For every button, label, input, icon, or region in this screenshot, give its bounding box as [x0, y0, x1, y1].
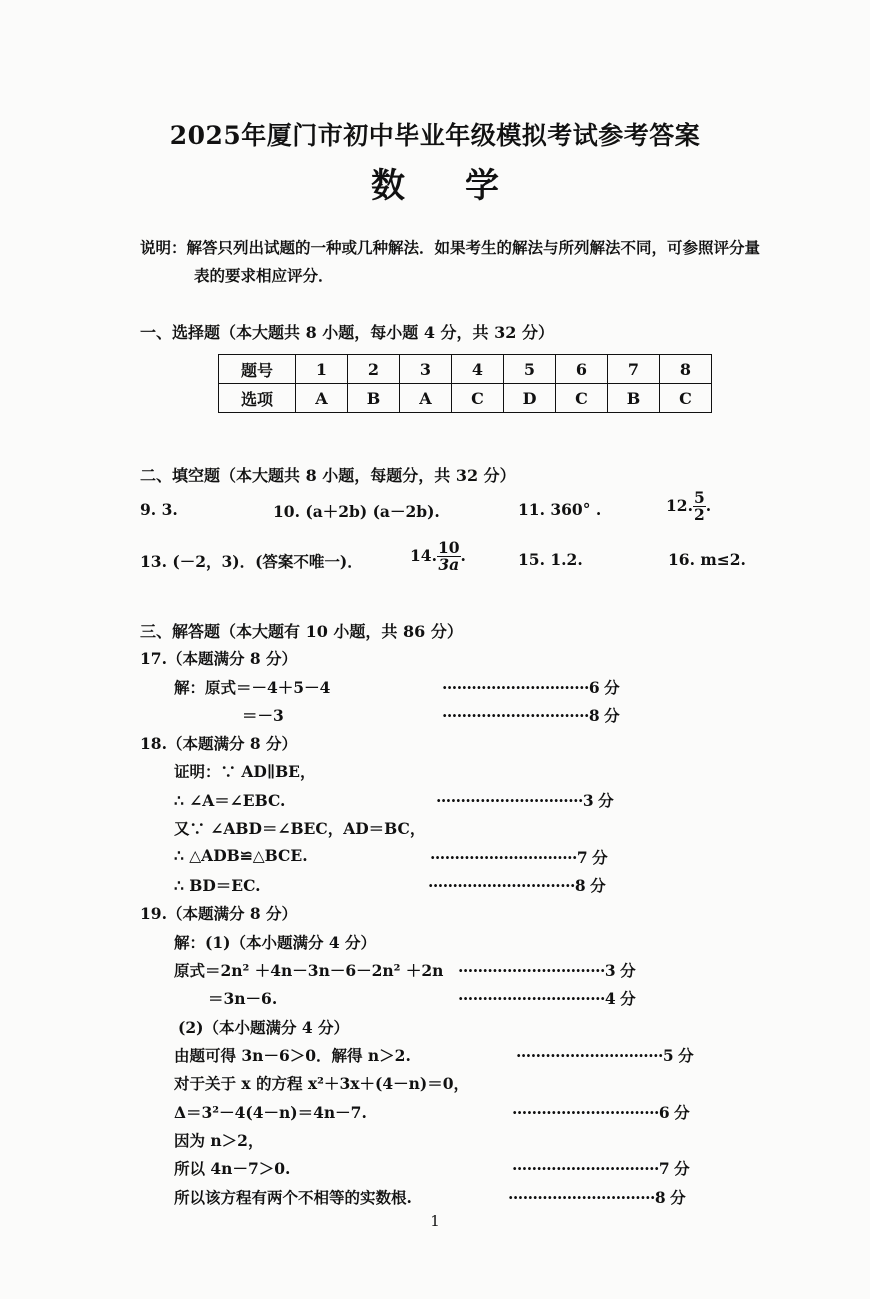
- answer-q14: [410, 540, 466, 574]
- table-cell: A: [296, 384, 348, 413]
- table-row-answers: [219, 384, 712, 413]
- answer-q9: 9. 3.: [140, 500, 178, 519]
- q12-prefix: 12.: [666, 495, 693, 515]
- q14-fraction: [437, 540, 461, 574]
- table-cell: 4: [452, 355, 504, 384]
- section1-heading: 一、选择题（本大题共 8 小题，每小题 4 分，共 32 分）: [140, 323, 554, 342]
- fraction-denominator: 2: [693, 505, 705, 525]
- q17-step-score: ······························6 分: [442, 678, 620, 697]
- table-cell: B: [348, 384, 400, 413]
- q19-step-text: 由题可得 3n－6＞0．解得 n＞2.: [174, 1046, 411, 1065]
- q19-step-score: ······························3 分: [458, 961, 636, 980]
- fraction-numerator: 5: [693, 488, 705, 507]
- q19-step-text: 因为 n＞2，: [174, 1131, 264, 1150]
- table-cell: 6: [556, 355, 608, 384]
- q18-step-text: 又∵ ∠ABD＝∠BEC，AD＝BC，: [174, 819, 426, 838]
- q18-step-score: ······························3 分: [436, 791, 614, 810]
- note-line-1: 说明：解答只列出试题的一种或几种解法．如果考生的解法与所列解法不同，可参照评分量: [140, 238, 761, 257]
- q12-suffix: .: [705, 495, 712, 515]
- q19-step-text: Δ＝3²－4(4－n)＝4n－7.: [174, 1103, 367, 1122]
- q19-step-text: 原式＝2n² ＋4n－3n－6－2n² ＋2n: [174, 961, 444, 980]
- q18-step-text: 证明：∵ AD∥BE，: [174, 762, 316, 781]
- q17-title: 17.（本题满分 8 分）: [140, 649, 298, 668]
- q19-step-score: ······························6 分: [512, 1103, 690, 1122]
- q14-prefix: 14.: [410, 545, 437, 565]
- q19-title: 19.（本题满分 8 分）: [140, 904, 298, 923]
- table-cell: 5: [504, 355, 556, 384]
- q18-step-text: ∴ △ADB≌△BCE.: [174, 846, 308, 865]
- answer-q10: 10. (a＋2b) (a－2b).: [273, 502, 440, 521]
- q14-suffix: .: [460, 545, 466, 565]
- q19-step-text: 解：(1)（本小题满分 4 分）: [174, 933, 377, 952]
- q19-step-score: ······························5 分: [516, 1046, 694, 1065]
- answer-q11: 11. 360° .: [518, 500, 602, 519]
- table-cell: C: [452, 384, 504, 413]
- table-cell: 2: [348, 355, 400, 384]
- fraction-numerator: 10: [437, 538, 460, 557]
- subject-title: 数学: [371, 166, 559, 206]
- table-cell: 8: [660, 355, 712, 384]
- table-cell: C: [556, 384, 608, 413]
- q19-step-text: 所以 4n－7＞0.: [174, 1159, 291, 1178]
- q17-step-text: ＝－3: [242, 706, 284, 725]
- page-title: 2025年厦门市初中毕业年级模拟考试参考答案: [169, 121, 701, 150]
- table-cell: A: [400, 384, 452, 413]
- q19-step-score: ······························8 分: [508, 1188, 686, 1207]
- q12-fraction: [693, 490, 706, 524]
- q19-step-text: 所以该方程有两个不相等的实数根.: [174, 1188, 412, 1207]
- table-header-option: 选项: [219, 384, 296, 413]
- q19-step-score: ······························7 分: [512, 1159, 690, 1178]
- q18-step-score: ······························8 分: [428, 876, 606, 895]
- answer-q13: 13. (－2，3)．(答案不唯一)．: [140, 552, 363, 571]
- q19-step-score: ······························4 分: [458, 989, 636, 1008]
- q18-title: 18.（本题满分 8 分）: [140, 734, 298, 753]
- choice-answer-table: [218, 354, 712, 413]
- section3-heading: 三、解答题（本大题有 10 小题，共 86 分）: [140, 622, 463, 641]
- q19-step-text: ＝3n－6.: [208, 989, 278, 1008]
- q17-step-text: 解：原式＝－4＋5－4: [174, 678, 331, 697]
- q18-step-text: ∴ ∠A＝∠EBC.: [174, 791, 286, 810]
- fraction-denominator: 3a: [438, 555, 460, 575]
- table-cell: 1: [296, 355, 348, 384]
- note-line-2: 表的要求相应评分．: [194, 266, 334, 285]
- table-cell: B: [608, 384, 660, 413]
- table-cell: C: [660, 384, 712, 413]
- answer-q12: [666, 490, 711, 524]
- q18-step-score: ······························7 分: [430, 848, 608, 867]
- q19-step-text: 对于关于 x 的方程 x²＋3x＋(4－n)＝0，: [174, 1074, 469, 1093]
- answer-q15: 15. 1.2.: [518, 550, 583, 569]
- q18-step-text: ∴ BD＝EC.: [174, 876, 261, 895]
- answer-q16: 16. m≤2.: [668, 550, 746, 569]
- table-row-numbers: [219, 355, 712, 384]
- page-number: 1: [430, 1212, 440, 1230]
- table-cell: 7: [608, 355, 660, 384]
- q17-step-score: ······························8 分: [442, 706, 620, 725]
- table-header-number: 题号: [219, 355, 296, 384]
- section2-heading: 二、填空题（本大题共 8 小题，每题分，共 32 分）: [140, 466, 516, 485]
- q19-step-text: (2)（本小题满分 4 分）: [178, 1018, 350, 1037]
- table-cell: 3: [400, 355, 452, 384]
- table-cell: D: [504, 384, 556, 413]
